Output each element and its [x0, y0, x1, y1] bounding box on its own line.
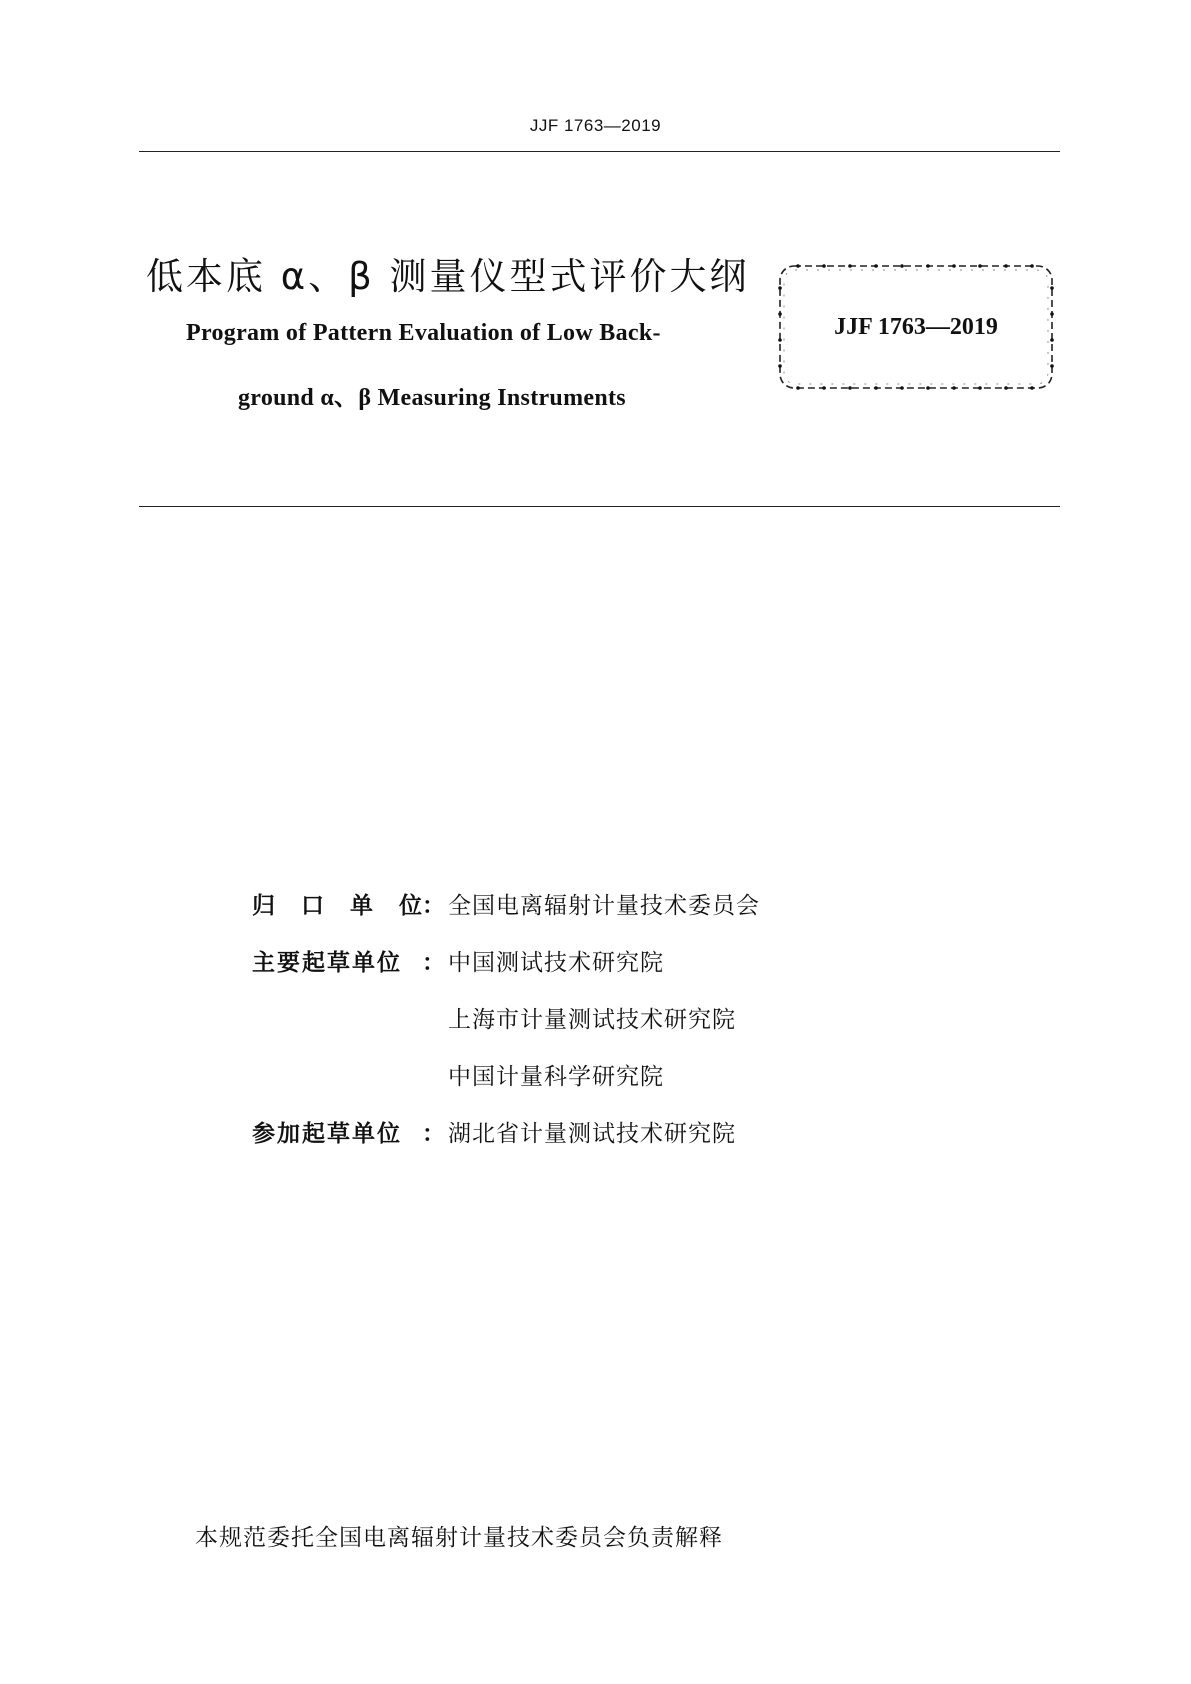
responsible-unit-value: 全国电离辐射计量技术委员会 [448, 893, 760, 919]
standard-code-box [776, 262, 1056, 392]
interpretation-note: 本规范委托全国电离辐射计量技术委员会负责解释 [195, 1525, 723, 1551]
header-rule [139, 151, 1060, 152]
responsible-unit-label: 归 口 单 位 [252, 893, 422, 919]
standard-code-box-text: JJF 1763—2019 [834, 314, 998, 340]
main-drafting-unit-row [252, 1058, 664, 1091]
header-standard-code: JJF 1763—2019 [529, 116, 662, 135]
section-rule [139, 506, 1060, 507]
title-english-line-1: Program of Pattern Evaluation of Low Back- [186, 320, 661, 346]
main-drafting-unit-label: 主要起草单位 [252, 950, 402, 976]
main-drafting-unit-value: 中国计量科学研究院 [448, 1064, 664, 1090]
main-drafting-unit-value: 中国测试技术研究院 [448, 950, 664, 976]
participating-unit-value: 湖北省计量测试技术研究院 [448, 1121, 736, 1147]
participating-unit-row: 参加起草单位 ： 湖北省计量测试技术研究院 [252, 1115, 736, 1148]
main-drafting-unit-value: 上海市计量测试技术研究院 [448, 1007, 736, 1033]
responsible-unit-row: 归 口 单 位 ： 全国电离辐射计量技术委员会 [252, 887, 760, 920]
main-drafting-unit-row [252, 1001, 736, 1034]
main-drafting-unit-row: 主要起草单位 ： 中国测试技术研究院 [252, 944, 664, 977]
participating-unit-label: 参加起草单位 [252, 1121, 402, 1147]
title-chinese: 低本底 α、β 测量仪型式评价大纲 [146, 255, 750, 298]
title-english-line-2: ground α、β Measuring Instruments [238, 385, 626, 411]
